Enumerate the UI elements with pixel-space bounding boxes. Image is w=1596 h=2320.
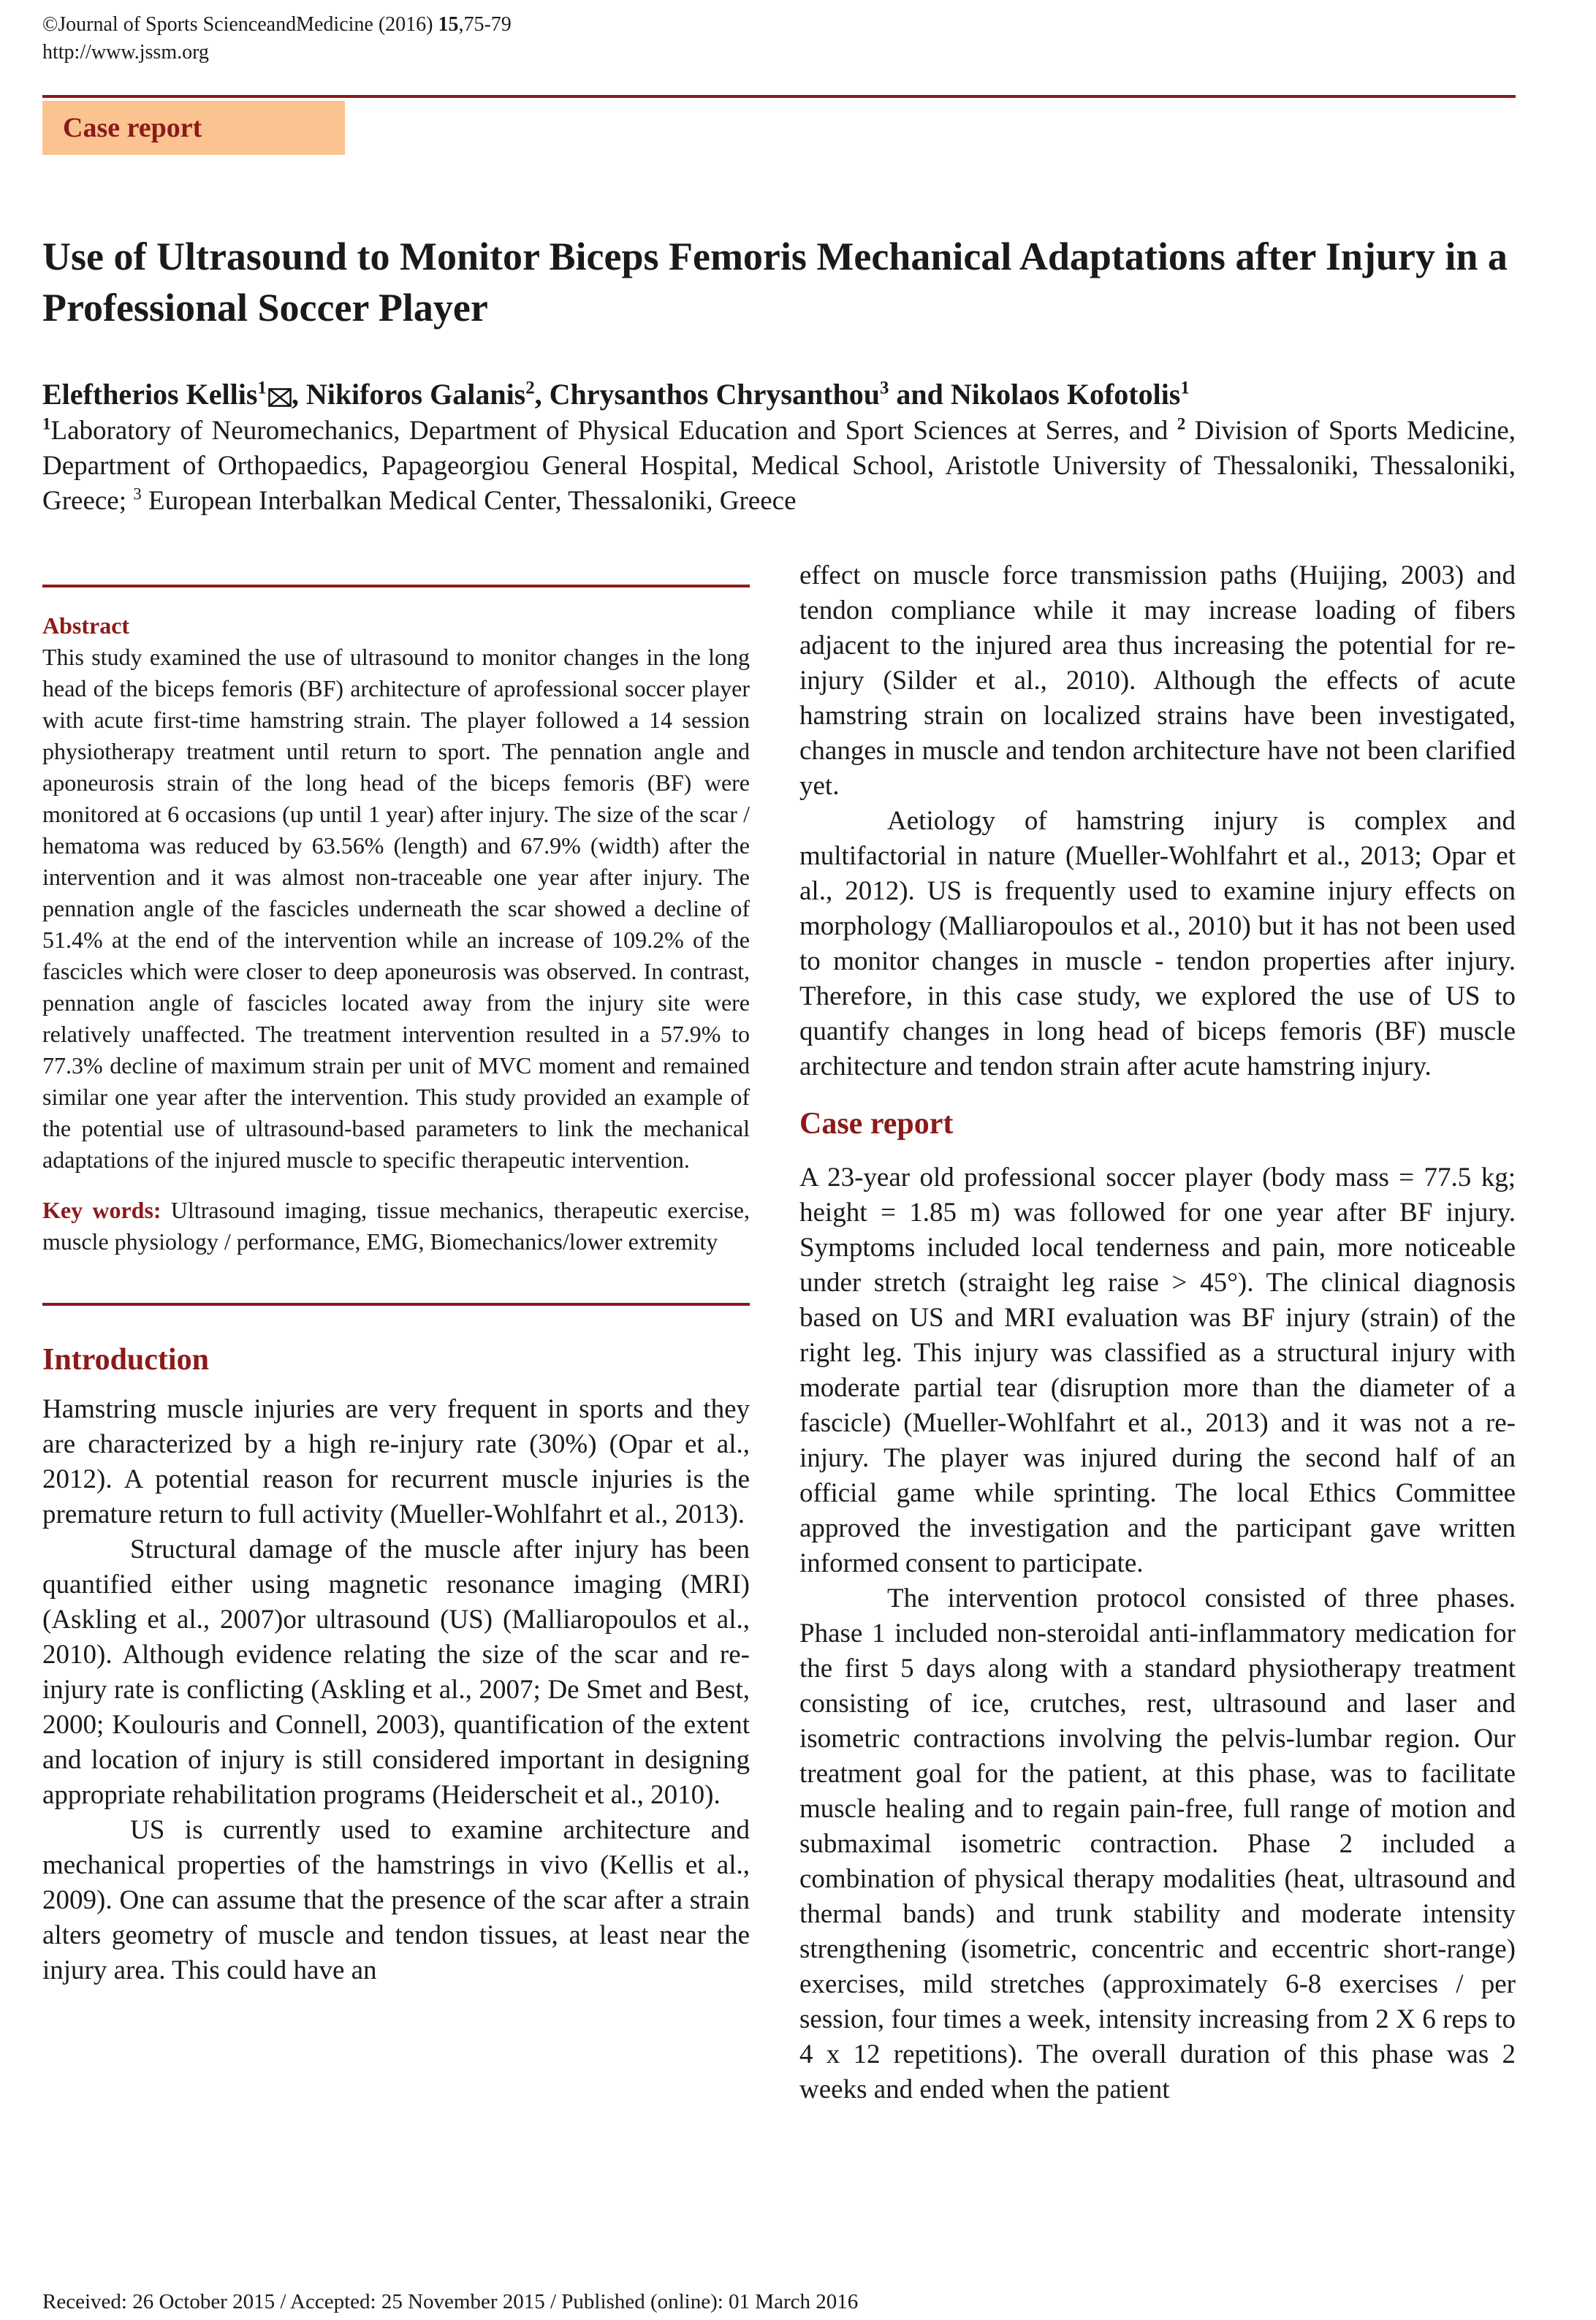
intro-paragraph: effect on muscle force transmission paths (Huijing, 2003) and tendon compliance while it may increase loading of fibers adjacent to the injured area thus increasing the potential for re-injury (Silder et al., 2010). Although the effects of acute hamstring strain on localized strains have been investigated, changes in muscle and tendon architecture have not been clarified yet.	[799, 560, 1516, 801]
keywords-label: Key words:	[42, 1197, 162, 1223]
journal-url[interactable]: http://www.jssm.org	[42, 41, 209, 64]
abstract-bottom-rule	[42, 1303, 750, 1306]
header-rule	[42, 95, 1516, 98]
left-column	[42, 585, 750, 1988]
intro-paragraph: Aetiology of hamstring injury is complex and multifactorial in nature (Mueller-Wohlfahrt et al., 2013; Opar et al., 2012). US is frequently used to examine injury effects on morphology (Malliaropoulos et al., 2010) but it has not been used to monitor changes in muscle - tendon properties after injury. Therefore, in this case study, we explored the use of US to quantify changes in long head of biceps femoris (BF) muscle architecture and tendon strain after acute hamstring injury.	[799, 806, 1516, 1081]
intro-paragraph: US is currently used to examine architecture and mechanical properties of the hamstrings in vivo (Kellis et al., 2009). One can assume that the presence of the scar after a strain alters geometry of muscle and tendon tissues, at least near the injury area. This could have an	[42, 1815, 750, 1985]
envelope-icon[interactable]	[268, 377, 292, 418]
author-name: , Nikiforos Galanis	[291, 378, 526, 411]
affiliations: $^1$Laboratory of Neuromechanics, Department of Physical Education and Sport Sciences at Serres, and $^2$ Division of Sports Medicine, Department of Orthopaedics, Papageorgiou General Hospital, Medical School, Aristotle University of Thessaloniki, Thessaloniki, Greece; $^3$ European Interbalkan Medical Center, Thessaloniki, Greece	[42, 414, 1516, 516]
article-type-label: Case report	[42, 101, 345, 155]
journal-citation: ©Journal of Sports ScienceandMedicine (2016) 15,75-79	[42, 13, 512, 36]
case-paragraph: A 23-year old professional soccer player (body mass = 77.5 kg; height = 1.85 m) was followed for one year after BF injury. Symptoms included local tenderness and pain, more noticeable under stretch (straight leg raise > 45°). The clinical diagnosis based on US and MRI evaluation was BF injury (strain) of the right leg. This injury was classified as a structural injury with moderate partial tear (disruption more than the diameter of a fascicle) (Mueller-Wohlfahrt et al., 2013) and it was not a re-injury. The player was injured during the second half of an official game while sprinting. The local Ethics Committee approved the investigation and the participant gave written informed consent to participate.	[799, 1163, 1516, 1578]
volume-number: 15	[438, 13, 459, 36]
publication-dates: Received: 26 October 2015 / Accepted: 25 November 2015 / Published (online): 01 March 2016	[42, 2290, 859, 2313]
abstract-top-rule	[42, 585, 750, 587]
author-name: , Chrysanthos Chrysanthou	[534, 378, 880, 411]
abstract-text: This study examined the use of ultrasound to monitor changes in the long head of the biceps femoris (BF) architecture of aprofessional soccer player with acute first-time hamstring strain. The player followed a 14 session physiotherapy treatment until return to sport. The pennation angle and aponeurosis strain of the long head of the biceps femoris (BF) were monitored at 6 occasions (up until 1 year) after injury. The size of the scar / hematoma was reduced by 63.56% (length) and 67.9% (width) after the intervention and it was almost non-traceable one year after injury. The pennation angle of the fascicles underneath the scar showed a decline of 51.4% at the end of the intervention while an increase of 109.2% of the fascicles which were closer to deep aponeurosis was observed. In contrast, pennation angle of fascicles located away from the injury site were relatively unaffected. The treatment intervention resulted in a 57.9% to 77.3% decline of maximum strain per unit of MVC moment and remained similar one year after the intervention. This study provided an example of the potential use of ultrasound-based parameters to link the mechanical adaptations of the injured muscle to specific therapeutic intervention.	[42, 644, 750, 1173]
intro-paragraph: Structural damage of the muscle after injury has been quantified either using magnetic resonance imaging (MRI) (Askling et al., 2007)or ultrasound (US) (Malliaropoulos et al., 2010). Although evidence relating the size of the scar and re-injury rate is conflicting (Askling et al., 2007; De Smet and Best, 2000; Koulouris and Connell, 2003), quantification of the extent and location of injury is still considered important in designing appropriate rehabilitation programs (Heiderscheit et al., 2010).	[42, 1534, 750, 1810]
introduction-heading: Introduction	[42, 1343, 209, 1377]
article-title: Use of Ultrasound to Monitor Biceps Femoris Mechanical Adaptations after Injury in a Professional Soccer Player	[42, 235, 1508, 330]
author-name: and Nikolaos Kofotolis	[889, 378, 1181, 411]
case-report-heading: Case report	[799, 1107, 954, 1141]
author-name: Eleftherios Kellis	[42, 378, 258, 411]
right-column	[799, 558, 1516, 2107]
author-list: Eleftherios Kellis$^1$ , Nikiforos Galanis$^2$, Chrysanthos Chrysanthou$^3$ and Nikolaos Kofotolis$^1$	[42, 374, 1190, 418]
case-paragraph: The intervention protocol consisted of three phases. Phase 1 included non-steroidal anti-inflammatory medication for the first 5 days along with a standard physiotherapy treatment consisting of ice, crutches, rest, ultrasound and laser and isometric contractions involving the pelvis-lumbar region. Our treatment goal for the patient, at this phase, was to facilitate muscle healing and to regain pain-free, full range of motion and submaximal isometric contraction. Phase 2 included a combination of physical therapy modalities (heat, ultrasound and thermal bands) and trunk stability and moderate intensity strengthening (isometric, concentric and eccentric short-range) exercises, mild stretches (approximately 6-8 exercises / per session, four times a week, intensity increasing from 2 X 6 reps to 4 x 12 repetitions). The overall duration of this phase was 2 weeks and ended when the patient	[799, 1583, 1516, 2104]
intro-paragraph: Hamstring muscle injuries are very frequent in sports and they are characterized by a high re-injury rate (30%) (Opar et al., 2012). A potential reason for recurrent muscle injuries is the premature return to full activity (Mueller-Wohlfahrt et al., 2013).	[42, 1394, 750, 1529]
abstract-heading: Abstract	[42, 612, 130, 639]
keywords: Key words: Ultrasound imaging, tissue mechanics, therapeutic exercise, muscle physiology / performance, EMG, Biomechanics/lower extremity	[42, 1197, 750, 1255]
